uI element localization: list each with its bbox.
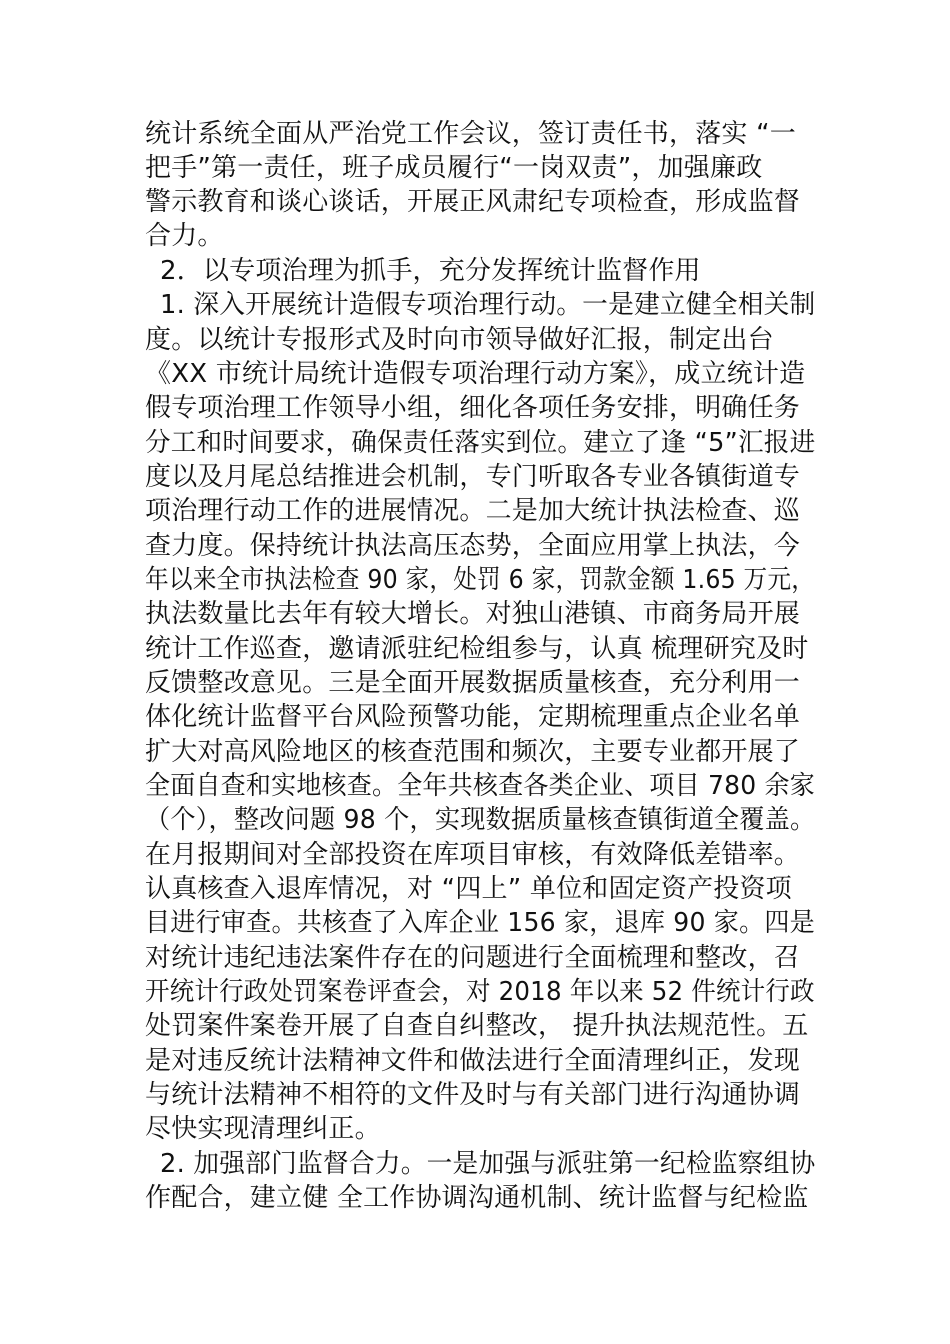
subsection-heading: 1. 深入开展统计造假专项治理行动。一是建立健全相关制 — [160, 290, 816, 320]
text-line: 开统计行政处罚案卷评查会，对 2018 年以来 52 件统计行政 — [145, 977, 815, 1007]
text-line: 反馈整改意见。三是全面开展数据质量核查，充分利用一 — [145, 668, 801, 698]
text-line: 对统计违纪违法案件存在的问题进行全面梳理和整改，召 — [145, 943, 801, 973]
text-line: 作配合，建立健 全工作协调沟通机制、统计监督与纪检监 — [145, 1183, 809, 1213]
text-line: 目进行审查。共核查了入库企业 156 家，退库 90 家。四是 — [145, 908, 815, 938]
text-line: 扩大对高风险地区的核查范围和频次，主要专业都开展了 — [145, 737, 801, 767]
text-line: 合力。 — [145, 221, 224, 251]
text-line: 在月报期间对全部投资在库项目审核，有效降低差错率。 — [145, 840, 801, 870]
text-line: （个），整改问题 98 个，实现数据质量核查镇街道全覆盖。 — [145, 805, 816, 835]
text-line: 查力度。保持统计执法高压态势，全面应用掌上执法，今 — [145, 531, 801, 561]
text-line: 执法数量比去年有较大增长。对独山港镇、市商务局开展 — [145, 599, 801, 629]
text-line: 度。以统计专报形式及时向市领导做好汇报，制定出台 — [145, 325, 774, 355]
text-line: 《XX 市统计局统计造假专项治理行动方案》，成立统计造 — [145, 359, 806, 389]
text-line: 统计工作巡查，邀请派驻纪检组参与，认真 梳理研究及时 — [145, 634, 809, 664]
subsection-heading: 2. 加强部门监督合力。一是加强与派驻第一纪检监察组协 — [160, 1149, 816, 1179]
text-line: 假专项治理工作领导小组，细化各项任务安排，明确任务 — [145, 393, 801, 423]
text-line: 统计系统全面从严治党工作会议，签订责任书，落实 “一 — [145, 119, 796, 149]
text-line: 与统计法精神不相符的文件及时与有关部门进行沟通协调 — [145, 1080, 801, 1110]
text-line: 警示教育和谈心谈话，开展正风肃纪专项检查，形成监督 — [145, 187, 801, 217]
text-line: 是对违反统计法精神文件和做法进行全面清理纠正，发现 — [145, 1046, 801, 1076]
text-line: 年以来全市执法检查 90 家，处罚 6 家，罚款金额 1.65 万元， — [145, 565, 816, 595]
text-line: 把手”第一责任，班子成员履行“一岗双责”，加强廉政 — [145, 153, 763, 183]
text-line: 项治理行动工作的进展情况。二是加大统计执法检查、巡 — [145, 496, 801, 526]
text-line: 度以及月尾总结推进会机制，专门听取各专业各镇街道专 — [145, 462, 801, 492]
text-line: 全面自查和实地核查。全年共核查各类企业、项目 780 余家 — [145, 771, 815, 801]
text-line: 尽快实现清理纠正。 — [145, 1114, 381, 1144]
text-line: 认真核查入退库情况，对 “四上” 单位和固定资产投资项 — [145, 874, 792, 904]
text-line: 分工和时间要求，确保责任落实到位。建立了逢 “5”汇报进 — [145, 428, 816, 458]
text-line: 体化统计监督平台风险预警功能，定期梳理重点企业名单 — [145, 702, 801, 732]
text-line: 处罚案件案卷开展了自查自纠整改， 提升执法规范性。五 — [145, 1011, 809, 1041]
section-heading: 2．以专项治理为抓手，充分发挥统计监督作用 — [160, 256, 701, 286]
